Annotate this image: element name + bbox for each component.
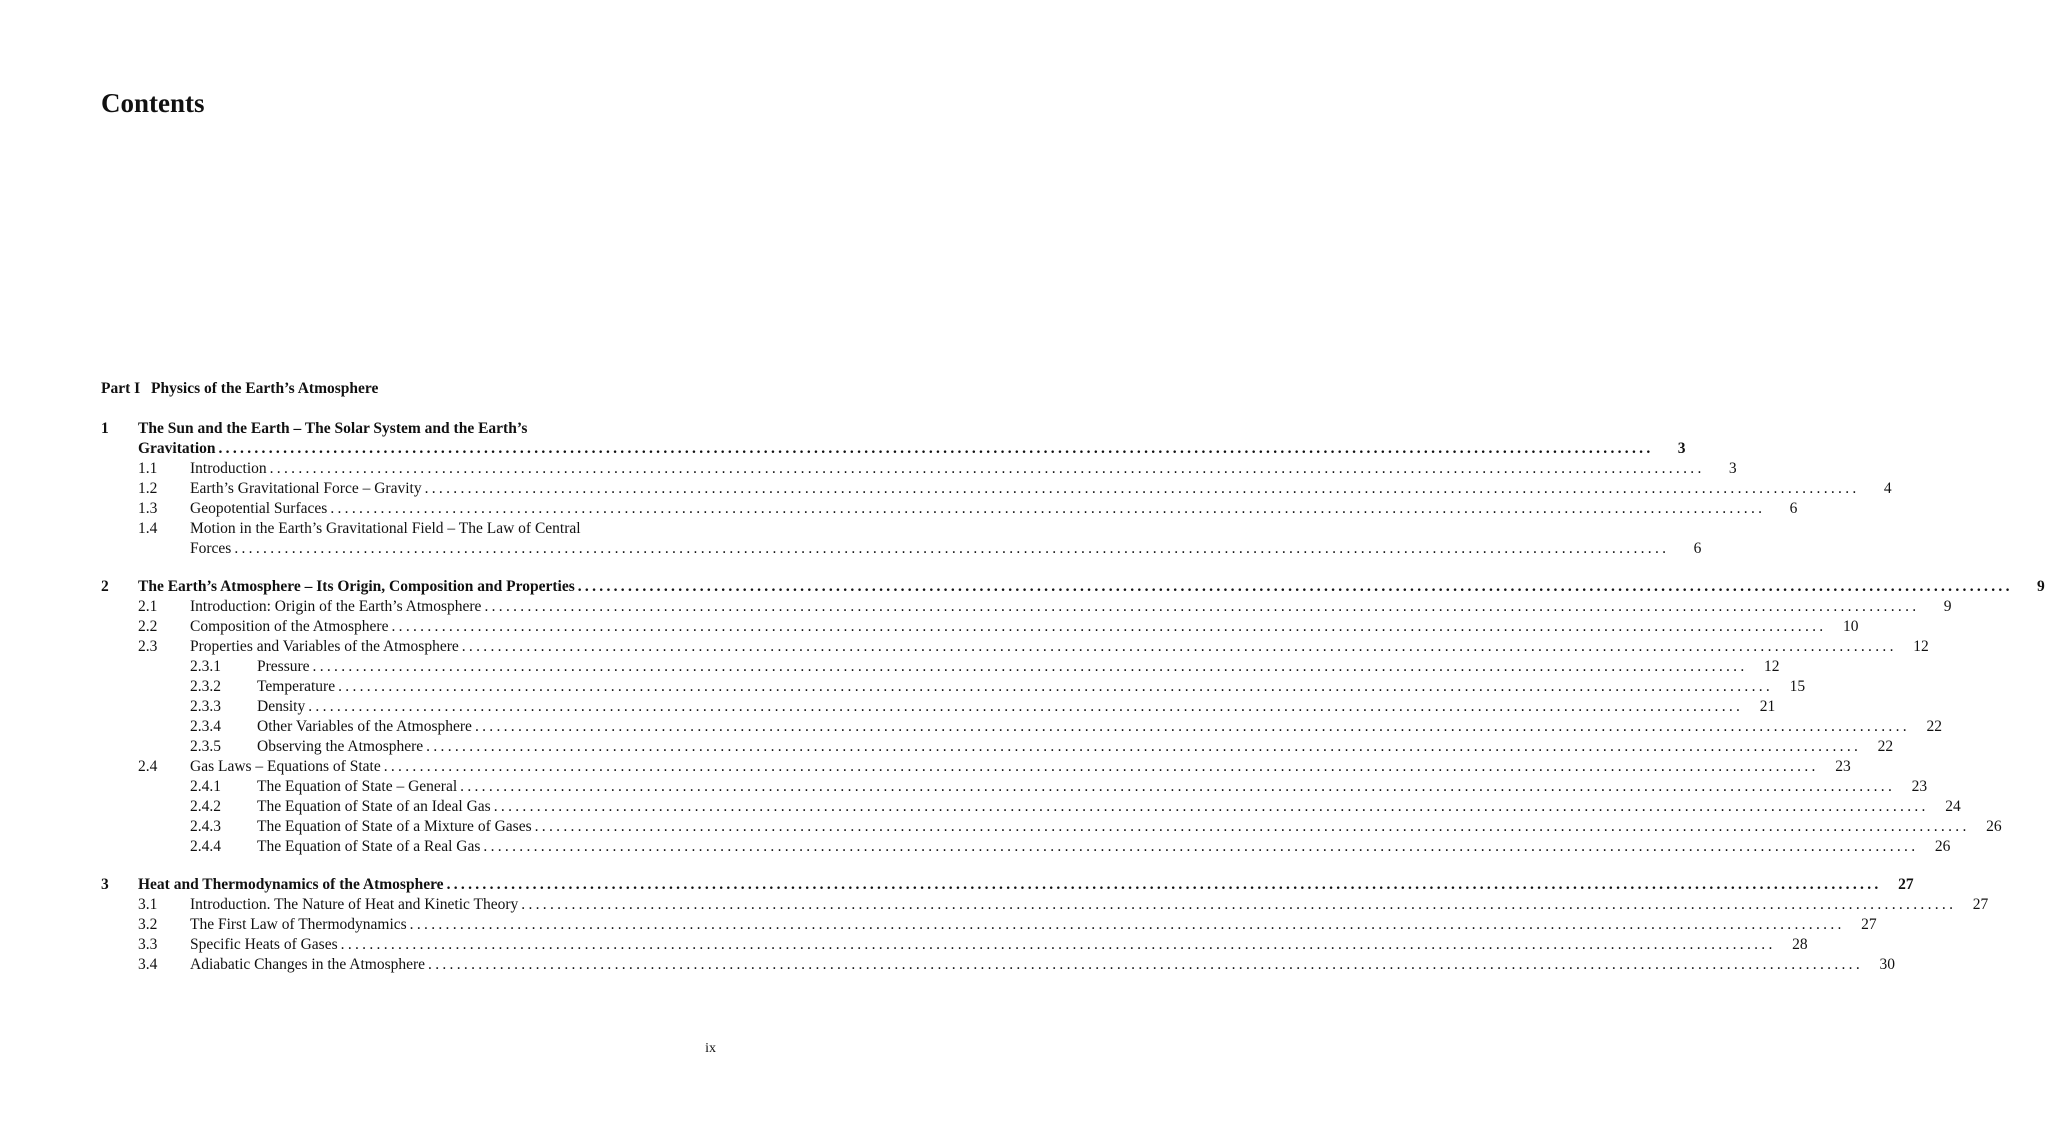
toc-number: 1.1	[138, 460, 158, 477]
toc-page: 10	[1842, 618, 1859, 635]
toc-page: 6	[1789, 500, 1798, 517]
leader-dots: ........................................................................................................................................................................................................	[391, 618, 1827, 635]
toc-subentry[interactable]	[190, 797, 1961, 817]
page-title: Contents	[101, 88, 205, 118]
part-heading	[101, 379, 378, 399]
toc-number: 2.4.3	[190, 818, 221, 835]
part-title: Physics of the Earth’s Atmosphere	[151, 380, 379, 397]
toc-number: 1	[101, 420, 109, 437]
leader-dots: ........................................................................................................................................................................................................	[483, 838, 1919, 855]
toc-page: 27	[1898, 876, 1914, 893]
toc-number: 2.3.2	[190, 678, 221, 695]
toc-number: 2.3.3	[190, 698, 221, 715]
toc-page: 27	[1861, 916, 1877, 933]
toc-page: 22	[1926, 718, 1942, 735]
toc-title: Earth’s Gravitational Force – Gravity	[190, 480, 422, 497]
toc-number: 1.3	[138, 500, 158, 517]
toc-number: 2.3.1	[190, 658, 221, 675]
toc-entry[interactable]	[138, 895, 1989, 915]
toc-title: Properties and Variables of the Atmosphere	[190, 638, 459, 655]
toc-title: Introduction: Origin of the Earth’s Atmosphere	[190, 598, 482, 615]
toc-page: 22	[1877, 738, 1894, 755]
leader-dots: ........................................................................................................................................................................................................	[446, 876, 1882, 893]
leader-dots: ........................................................................................................................................................................................................	[338, 678, 1774, 695]
toc-title: Density	[257, 698, 306, 715]
toc-number: 3.1	[138, 896, 158, 913]
toc-entry[interactable]	[138, 915, 1877, 935]
toc-number: 1.2	[138, 480, 158, 497]
toc-title: Gas Laws – Equations of State	[190, 758, 381, 775]
leader-dots: ........................................................................................................................................................................................................	[521, 896, 1957, 913]
toc-title: The Sun and the Earth – The Solar System and the Earth’s	[138, 420, 528, 437]
toc-page: 12	[1764, 658, 1780, 675]
toc-page: 28	[1792, 936, 1808, 953]
toc-page: 23	[1911, 778, 1928, 795]
toc-title: Other Variables of the Atmosphere	[257, 718, 472, 735]
toc-page: 27	[1972, 896, 1989, 913]
part-label: Part I	[101, 380, 141, 397]
leader-dots: ........................................................................................................................................................................................................	[426, 738, 1862, 755]
leader-dots: ........................................................................................................................................................................................................	[461, 638, 1897, 655]
toc-subentry[interactable]	[190, 717, 1942, 737]
leader-dots: ........................................................................................................................................................................................................	[330, 500, 1766, 517]
toc-page: 26	[1934, 838, 1951, 855]
toc-title: Introduction	[190, 460, 267, 477]
toc-page: 24	[1945, 798, 1961, 815]
toc-page: 30	[1879, 956, 1896, 973]
toc-subentry[interactable]	[190, 657, 1780, 677]
toc-number: 3.4	[138, 956, 158, 973]
toc-number: 2.1	[138, 598, 158, 615]
toc-number: 3	[101, 876, 109, 893]
toc-page: 9	[1943, 598, 1952, 615]
toc-entry[interactable]	[138, 459, 1737, 479]
toc-title: Geopotential Surfaces	[190, 500, 328, 517]
toc-title: The Equation of State of a Real Gas	[257, 838, 481, 855]
toc-chapter-3[interactable]	[101, 875, 1914, 895]
leader-dots: ........................................................................................................................................................................................................	[218, 440, 1654, 457]
leader-dots: ........................................................................................................................................................................................................	[383, 758, 1819, 775]
toc-entry[interactable]	[138, 499, 1798, 519]
toc-subentry[interactable]	[190, 837, 1951, 857]
toc-page: 3	[1677, 440, 1686, 457]
toc-title: Gravitation	[138, 440, 216, 457]
toc-page: 9	[2037, 578, 2045, 595]
leader-dots: ........................................................................................................................................................................................................	[234, 540, 1670, 557]
toc-title: Temperature	[257, 678, 336, 695]
toc-number: 2.4	[138, 758, 158, 775]
toc-title: The First Law of Thermodynamics	[190, 916, 407, 933]
toc-entry[interactable]	[138, 637, 1929, 657]
toc-number: 2.3.5	[190, 738, 221, 755]
toc-page: 6	[1693, 540, 1702, 557]
toc-page: 4	[1883, 480, 1892, 497]
toc-title: Motion in the Earth’s Gravitational Field – The Law of Central	[190, 520, 581, 537]
toc-number: 2.4.1	[190, 778, 221, 795]
toc-title: Composition of the Atmosphere	[190, 618, 389, 635]
leader-dots: ........................................................................................................................................................................................................	[340, 936, 1776, 953]
toc-number: 2.2	[138, 618, 158, 635]
toc-entry[interactable]	[138, 479, 1892, 499]
toc-number: 2.3.4	[190, 718, 221, 735]
toc-number: 1.4	[138, 520, 158, 537]
leader-dots: ........................................................................................................................................................................................................	[460, 778, 1896, 795]
toc-entry[interactable]	[138, 935, 1808, 955]
leader-dots: ........................................................................................................................................................................................................	[409, 916, 1845, 933]
toc-number: 2.3	[138, 638, 158, 655]
toc-number: 2	[101, 578, 109, 595]
toc-chapter-1-line2[interactable]	[138, 439, 1686, 459]
toc-number: 3.2	[138, 916, 158, 933]
toc-page: 21	[1759, 698, 1776, 715]
leader-dots: ........................................................................................................................................................................................................	[269, 460, 1705, 477]
leader-dots: ........................................................................................................................................................................................................	[308, 698, 1744, 715]
toc-entry[interactable]	[138, 757, 1851, 777]
toc-title: Specific Heats of Gases	[190, 936, 338, 953]
toc-page: 3	[1728, 460, 1737, 477]
toc-title: Introduction. The Nature of Heat and Kinetic Theory	[190, 896, 519, 913]
leader-dots: ........................................................................................................................................................................................................	[484, 598, 1920, 615]
leader-dots: ........................................................................................................................................................................................................	[424, 480, 1860, 497]
toc-subentry[interactable]	[190, 737, 1894, 757]
toc-title: Forces	[190, 540, 232, 557]
leader-dots: ........................................................................................................................................................................................................	[577, 578, 2013, 595]
toc-title: Observing the Atmosphere	[257, 738, 424, 755]
leader-dots: ........................................................................................................................................................................................................	[534, 818, 1970, 835]
toc-chapter-1-line1[interactable]	[101, 419, 716, 439]
toc-entry-line2[interactable]	[190, 539, 1702, 559]
toc-chapter-2[interactable]	[101, 577, 2045, 597]
toc-number: 2.4.4	[190, 838, 221, 855]
toc-entry-line1[interactable]	[138, 519, 716, 539]
toc-subentry[interactable]	[190, 777, 1928, 797]
toc-entry[interactable]	[138, 955, 1896, 975]
toc-page: 12	[1913, 638, 1929, 655]
toc-title: Heat and Thermodynamics of the Atmosphere	[138, 876, 444, 893]
toc-title: The Earth’s Atmosphere – Its Origin, Composition and Properties	[138, 578, 575, 595]
toc-page: 23	[1835, 758, 1851, 775]
leader-dots: ........................................................................................................................................................................................................	[493, 798, 1929, 815]
toc-title: The Equation of State of an Ideal Gas	[257, 798, 491, 815]
toc-title: Pressure	[257, 658, 310, 675]
toc-title: The Equation of State of a Mixture of Gases	[257, 818, 532, 835]
toc-title: The Equation of State – General	[257, 778, 458, 795]
toc-number: 3.3	[138, 936, 158, 953]
leader-dots: ........................................................................................................................................................................................................	[474, 718, 1910, 735]
page-number: ix	[705, 1041, 716, 1056]
leader-dots: ........................................................................................................................................................................................................	[428, 956, 1864, 973]
toc-title: Adiabatic Changes in the Atmosphere	[190, 956, 426, 973]
toc-subentry[interactable]	[190, 817, 2002, 837]
toc-page: 15	[1789, 678, 1806, 695]
toc-entry[interactable]	[138, 617, 1859, 637]
toc-subentry[interactable]	[190, 697, 1776, 717]
toc-page: 26	[1986, 818, 2002, 835]
toc-subentry[interactable]	[190, 677, 1806, 697]
toc-number: 2.4.2	[190, 798, 221, 815]
toc-entry[interactable]	[138, 597, 1952, 617]
leader-dots: ........................................................................................................................................................................................................	[312, 658, 1748, 675]
